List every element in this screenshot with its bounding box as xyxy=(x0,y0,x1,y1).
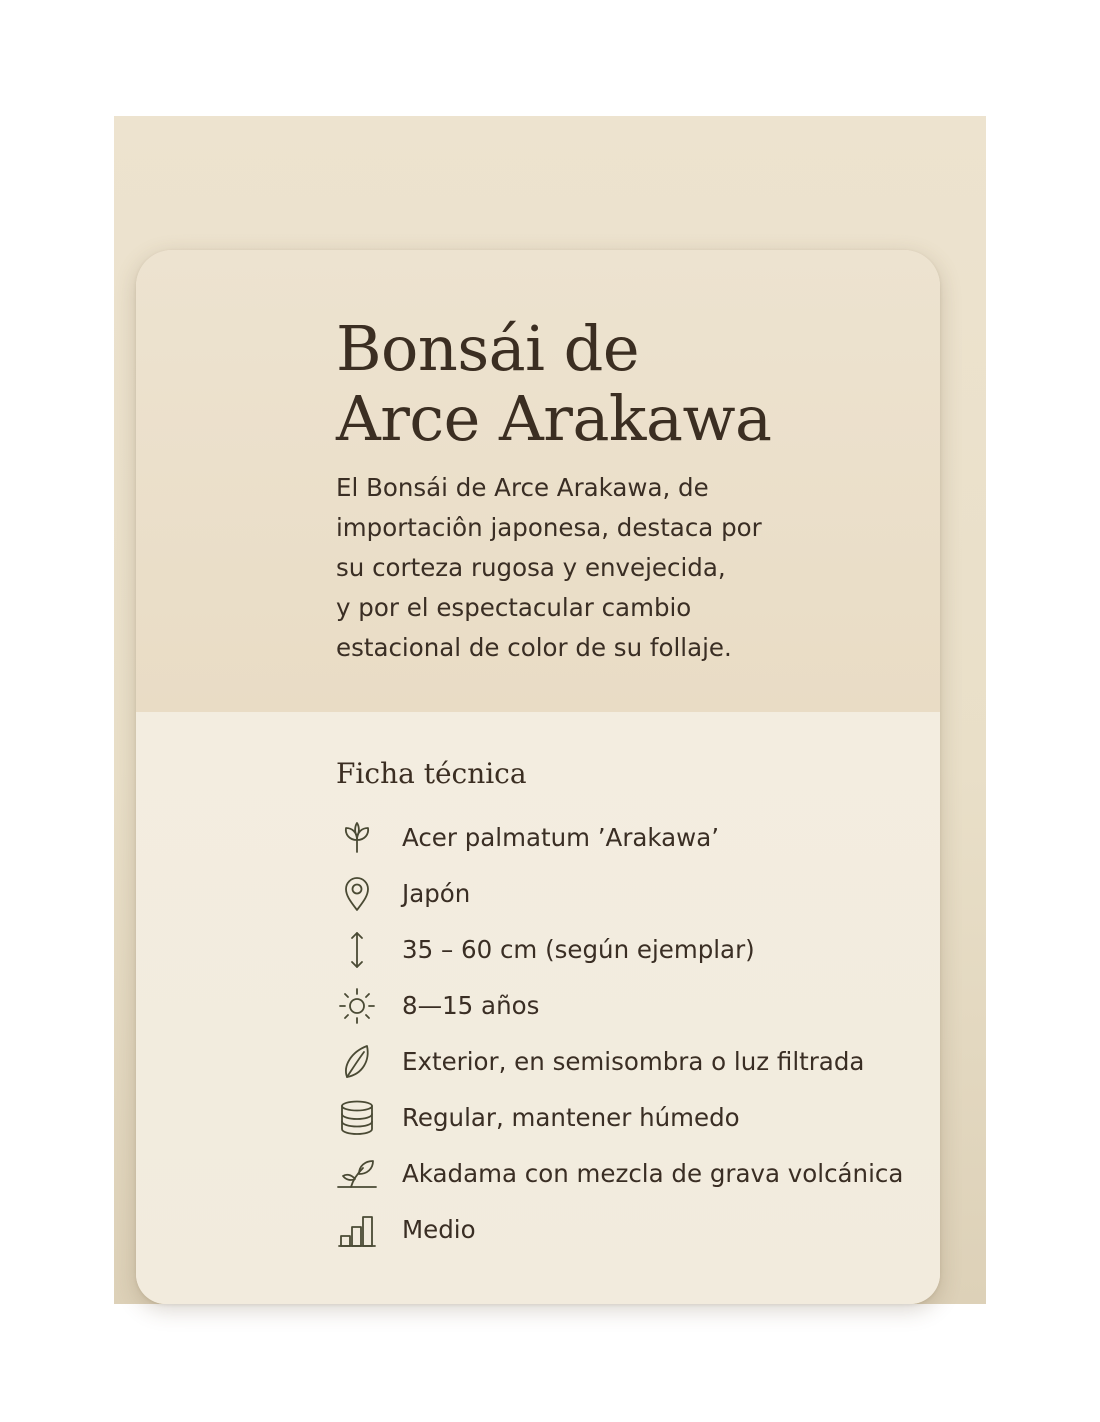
spec-substrate-text: Akadama con mezcla de grava volcánica xyxy=(402,1159,904,1188)
sun-icon xyxy=(336,985,378,1027)
spec-origin-text: Japón xyxy=(402,879,471,908)
description-line: El Bonsái de Arce Arakawa, de xyxy=(336,473,709,502)
description-line: y por el espectacular cambio xyxy=(336,593,692,622)
spec-species-text: Acer palmatum ’Arakawa’ xyxy=(402,823,720,852)
spec-age-text: 8—15 años xyxy=(402,991,540,1020)
spec-sheet-heading: Ficha técnica xyxy=(336,757,527,790)
spec-height-text: 35 – 60 cm (según ejemplar) xyxy=(402,935,755,964)
spec-item-location xyxy=(336,1034,926,1090)
spec-item-height xyxy=(336,922,926,978)
spec-difficulty-text: Medio xyxy=(402,1215,476,1244)
title-line-2: Arce Arakawa xyxy=(336,382,772,455)
spec-item-difficulty xyxy=(336,1202,926,1258)
product-description xyxy=(336,468,856,668)
location-pin-icon xyxy=(336,873,378,915)
spec-item-substrate xyxy=(336,1146,926,1202)
leaf-icon xyxy=(336,1041,378,1083)
spec-item-watering xyxy=(336,1090,926,1146)
description-line: importaciôn japonesa, destaca por xyxy=(336,513,762,542)
description-line: estacional de color de su follaje. xyxy=(336,633,732,662)
spec-location-text: Exterior, en semisombra o luz filtrada xyxy=(402,1047,865,1076)
spec-list xyxy=(336,810,926,1258)
difficulty-steps-icon xyxy=(336,1209,378,1251)
spec-watering-text: Regular, mantener húmedo xyxy=(402,1103,740,1132)
spec-item-origin xyxy=(336,866,926,922)
spec-item-species xyxy=(336,810,926,866)
plant-sprout-icon xyxy=(336,817,378,859)
stacked-discs-icon xyxy=(336,1097,378,1139)
product-title xyxy=(336,314,916,454)
description-line: su corteza rugosa y envejecida, xyxy=(336,553,726,582)
title-line-1: Bonsái de xyxy=(336,312,640,385)
spec-item-age xyxy=(336,978,926,1034)
product-card xyxy=(136,250,940,1304)
seedling-soil-icon xyxy=(336,1153,378,1195)
height-arrow-icon xyxy=(336,929,378,971)
